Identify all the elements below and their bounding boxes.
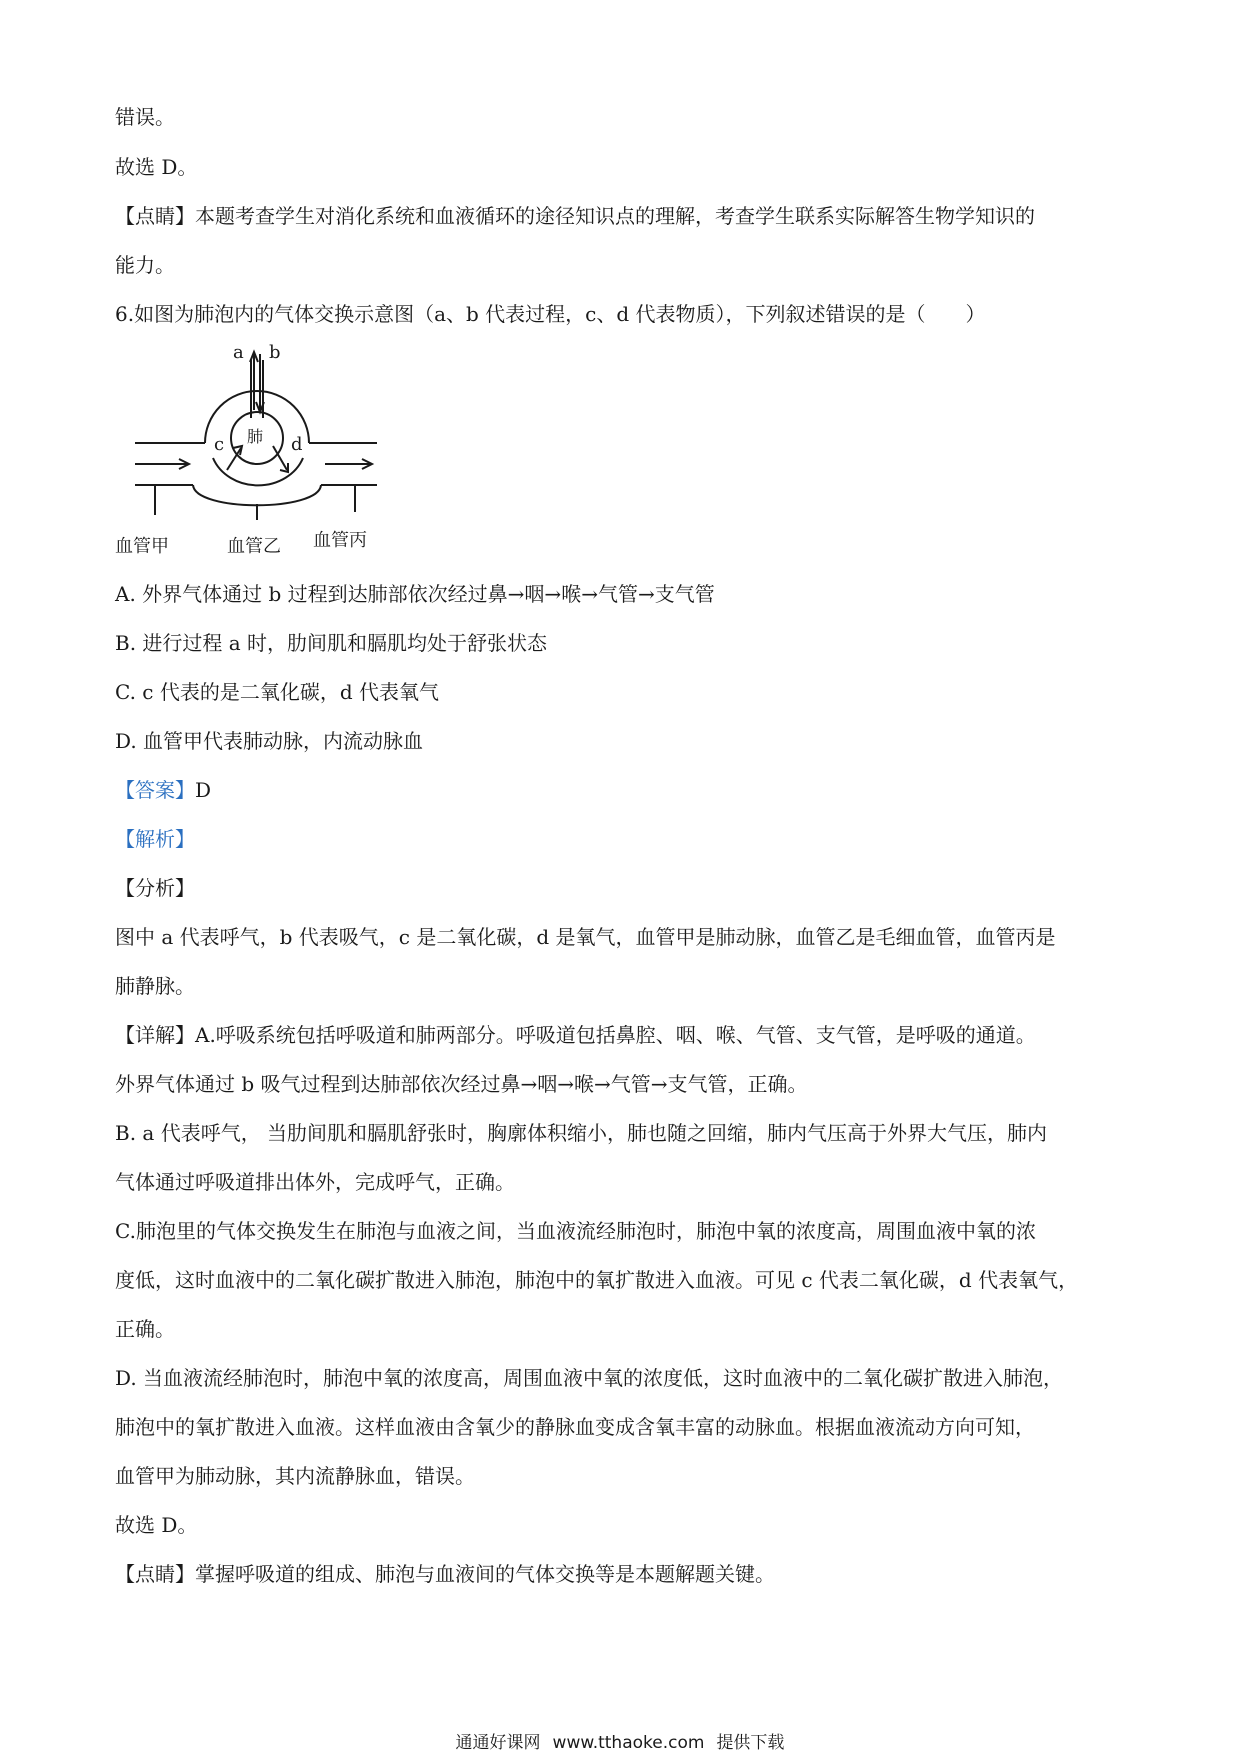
body-line: 外界气体通过 b 吸气过程到达肺部依次经过鼻→咽→喉→气管→支气管，正确。 [115,1072,808,1096]
text-line: 错误。 [115,105,175,129]
body-line: D. 当血液流经肺泡时，肺泡中氧的浓度高，周围血液中氧的浓度低，这时血液中的二氧化碳扩散进入肺泡， [115,1366,1064,1390]
footer-site: 通通好课网 [455,1733,541,1753]
body-line: 正确。 [115,1317,175,1341]
body-line: C.肺泡里的气体交换发生在肺泡与血液之间，当血液流经肺泡时，肺泡中氧的浓度高，周围血液中氧的浓 [115,1219,1036,1243]
answer-tag: 【答案】 [115,778,195,802]
body-line: 图中 a 代表呼气，b 代表吸气，c 是二氧化碳，d 是氧气，血管甲是肺动脉，血管乙是毛细血管，血管丙是 [115,925,1056,949]
body-line: 度低，这时血液中的二氧化碳扩散进入肺泡，肺泡中的氧扩散进入血液。可见 c 代表二氧化碳，d 代表氧气， [115,1268,1079,1292]
body-line: 血管甲为肺动脉，其内流静脉血，错误。 [115,1464,475,1488]
option-d: D. 血管甲代表肺动脉，内流动脉血 [115,729,424,753]
label-a: a [233,342,244,363]
fenxi-heading: 【分析】 [115,876,195,900]
answer-value: D [195,778,212,802]
body-line: 故选 D。 [115,1513,198,1537]
body-line: 【详解】A.呼吸系统包括呼吸道和肺两部分。呼吸道包括鼻腔、咽、喉、气管、支气管，是呼吸的通道。 [115,1023,1036,1047]
label-vessel-bing: 血管丙 [313,530,367,551]
body-line: 【点睛】掌握呼吸道的组成、肺泡与血液间的气体交换等是本题解题关键。 [115,1562,775,1586]
body-line: 肺静脉。 [115,974,195,998]
footer-note: 提供下载 [716,1733,785,1753]
page-footer [0,1728,1240,1753]
question-6-stem: 6.如图为肺泡内的气体交换示意图（a、b 代表过程，c、d 代表物质），下列叙述错误的是（ ） [115,302,986,326]
text-line: 故选 D。 [115,155,198,179]
label-lung: 肺 [247,427,264,446]
label-b: b [269,342,281,363]
text-line: 【点睛】本题考查学生对消化系统和血液循环的途径知识点的理解，考查学生联系实际解答生物学知识的 [115,204,1035,228]
body-line: 气体通过呼吸道排出体外，完成呼气，正确。 [115,1170,515,1194]
option-a: A. 外界气体通过 b 过程到达肺部依次经过鼻→咽→喉→气管→支气管 [115,582,715,606]
answer-line [115,776,211,804]
option-c: C. c 代表的是二氧化碳，d 代表氧气 [115,680,440,704]
option-b: B. 进行过程 a 时，肋间肌和膈肌均处于舒张状态 [115,631,548,655]
label-vessel-jia: 血管甲 [115,536,169,557]
text-line: 能力。 [115,253,175,277]
label-vessel-yi: 血管乙 [227,536,281,557]
body-line: B. a 代表呼气， 当肋间肌和膈肌舒张时，胸廓体积缩小，肺也随之回缩，肺内气压高于外界大气压，肺内 [115,1121,1048,1145]
alveolus-gas-exchange-diagram [115,340,395,565]
label-d: d [291,434,303,455]
body-line: 肺泡中的氧扩散进入血液。这样血液由含氧少的静脉血变成含氧丰富的动脉血。根据血液流动方向可知， [115,1415,1035,1439]
label-c: c [214,434,225,455]
footer-url[interactable]: www.tthaoke.com [552,1733,705,1753]
jiexi-heading: 【解析】 [115,827,195,851]
